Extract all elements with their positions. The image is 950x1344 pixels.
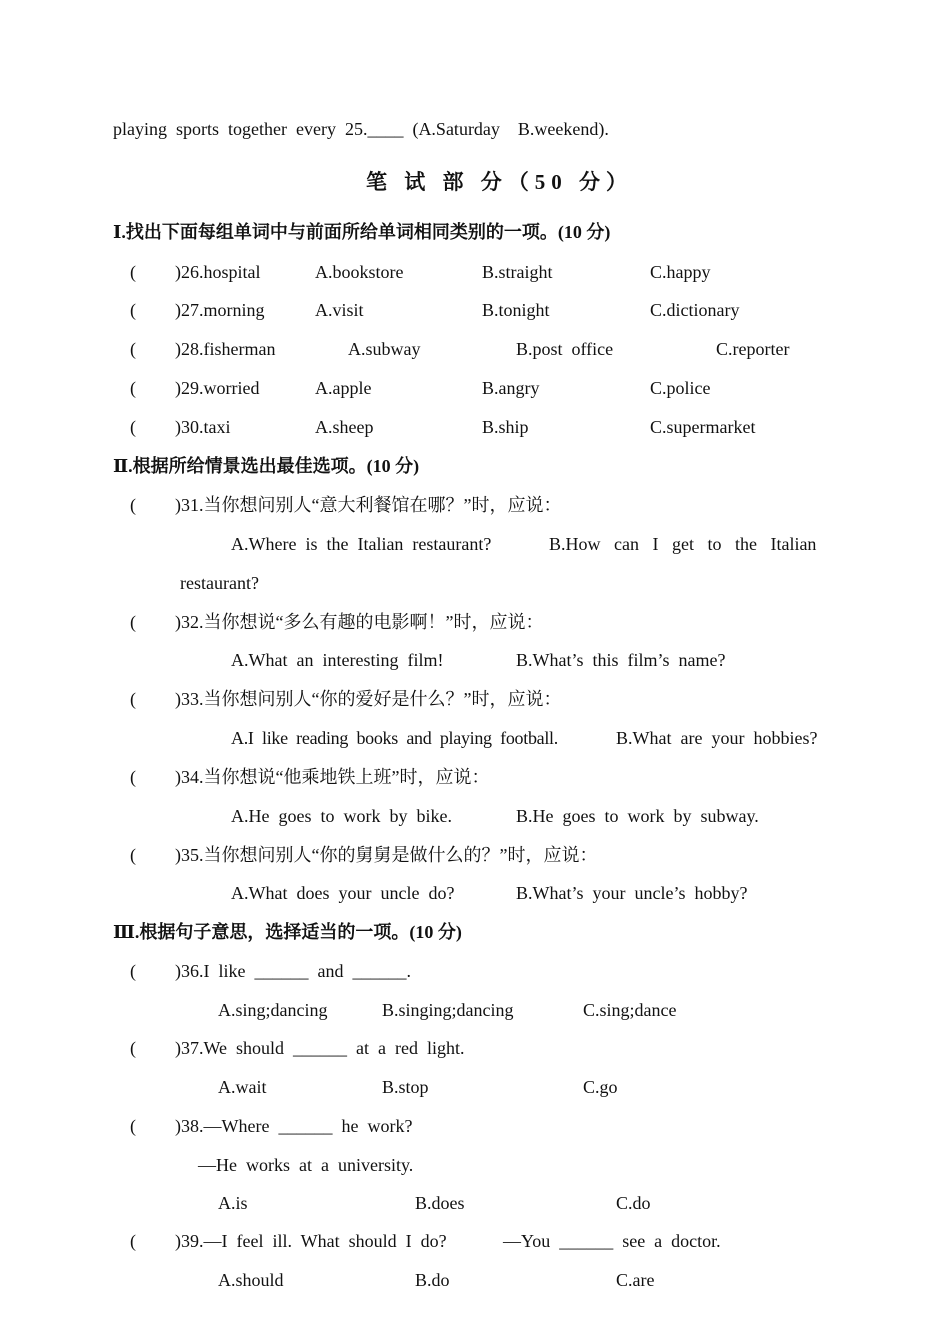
option-a: A.sheep bbox=[315, 417, 374, 437]
question-text: )35.当你想问别人“你的舅舅是做什么的？”时，应说： bbox=[175, 845, 598, 865]
option-b: B.How can I get to the Italian bbox=[549, 534, 817, 554]
option-b: B.do bbox=[415, 1270, 450, 1290]
question-text: )33.当你想问别人“你的爱好是什么？”时，应说： bbox=[175, 689, 562, 709]
answer-bracket: ( bbox=[130, 495, 136, 515]
question-text: )36.I like ______ and ______. bbox=[175, 961, 411, 981]
option-a: A.is bbox=[218, 1193, 248, 1213]
answer-line: —He works at a university. bbox=[198, 1155, 414, 1175]
answer-bracket: ( bbox=[130, 612, 136, 632]
option-c: C.do bbox=[616, 1193, 651, 1213]
option-b: B.singing;dancing bbox=[382, 1000, 514, 1020]
option-a: A.He goes to work by bike. bbox=[231, 806, 452, 826]
option-a: A.sing;dancing bbox=[218, 1000, 328, 1020]
option-a: A.Where is the Italian restaurant? bbox=[231, 534, 492, 554]
question-word: )28.fisherman bbox=[175, 339, 276, 359]
option-a: A.What does your uncle do? bbox=[231, 883, 455, 903]
question-text: )38.—Where ______ he work? bbox=[175, 1116, 413, 1136]
option-a: A.apple bbox=[315, 378, 372, 398]
answer-bracket: ( bbox=[130, 1038, 136, 1058]
question-text: )31.当你想问别人“意大利餐馆在哪？”时，应说： bbox=[175, 495, 562, 515]
option-b-continued: restaurant? bbox=[180, 573, 259, 593]
option-c: C.police bbox=[650, 378, 711, 398]
option-a: A.visit bbox=[315, 300, 364, 320]
answer-bracket: ( bbox=[130, 417, 136, 437]
intro-line: playing sports together every 25.____ (A.Saturday B.weekend). bbox=[113, 119, 609, 139]
option-b: B.stop bbox=[382, 1077, 429, 1097]
option-c: C.reporter bbox=[716, 339, 790, 359]
option-b: B.ship bbox=[482, 417, 529, 437]
option-a: A.subway bbox=[348, 339, 421, 359]
answer-bracket: ( bbox=[130, 1116, 136, 1136]
option-b: B.tonight bbox=[482, 300, 550, 320]
answer-bracket: ( bbox=[130, 767, 136, 787]
section-2-heading: Ⅱ.根据所给情景选出最佳选项。(10 分) bbox=[113, 456, 420, 476]
question-text: )37.We should ______ at a red light. bbox=[175, 1038, 465, 1058]
question-word: )30.taxi bbox=[175, 417, 231, 437]
answer-bracket: ( bbox=[130, 378, 136, 398]
option-a: A.bookstore bbox=[315, 262, 404, 282]
question-text: )39.—I feel ill. What should I do? bbox=[175, 1231, 447, 1251]
option-c: C.happy bbox=[650, 262, 711, 282]
option-b: B.What’s your uncle’s hobby? bbox=[516, 883, 748, 903]
option-a: A.should bbox=[218, 1270, 284, 1290]
answer-bracket: ( bbox=[130, 1231, 136, 1251]
option-c: C.supermarket bbox=[650, 417, 756, 437]
part-title: 笔 试 部 分（50 分） bbox=[366, 170, 633, 194]
question-text: )34.当你想说“他乘地铁上班”时，应说： bbox=[175, 767, 490, 787]
option-a: A.I like reading books and playing football. bbox=[231, 728, 558, 748]
option-a: A.wait bbox=[218, 1077, 267, 1097]
answer-line: —You ______ see a doctor. bbox=[503, 1231, 721, 1251]
question-word: )27.morning bbox=[175, 300, 265, 320]
answer-bracket: ( bbox=[130, 689, 136, 709]
option-b: B.What are your hobbies? bbox=[616, 728, 818, 748]
option-c: C.sing;dance bbox=[583, 1000, 677, 1020]
option-b: B.What’s this film’s name? bbox=[516, 650, 726, 670]
answer-bracket: ( bbox=[130, 845, 136, 865]
option-c: C.go bbox=[583, 1077, 618, 1097]
answer-bracket: ( bbox=[130, 262, 136, 282]
option-b: B.straight bbox=[482, 262, 553, 282]
answer-bracket: ( bbox=[130, 339, 136, 359]
section-1-heading: Ⅰ.找出下面每组单词中与前面所给单词相同类别的一项。(10 分) bbox=[113, 222, 611, 242]
option-b: B.does bbox=[415, 1193, 465, 1213]
answer-bracket: ( bbox=[130, 300, 136, 320]
option-b: B.post office bbox=[516, 339, 614, 359]
option-c: C.dictionary bbox=[650, 300, 740, 320]
answer-bracket: ( bbox=[130, 961, 136, 981]
question-word: )29.worried bbox=[175, 378, 260, 398]
question-text: )32.当你想说“多么有趣的电影啊！”时，应说： bbox=[175, 612, 544, 632]
option-b: B.angry bbox=[482, 378, 540, 398]
option-c: C.are bbox=[616, 1270, 655, 1290]
section-3-heading: Ⅲ.根据句子意思，选择适当的一项。(10 分) bbox=[113, 922, 462, 942]
question-word: )26.hospital bbox=[175, 262, 261, 282]
option-b: B.He goes to work by subway. bbox=[516, 806, 759, 826]
option-a: A.What an interesting film! bbox=[231, 650, 444, 670]
